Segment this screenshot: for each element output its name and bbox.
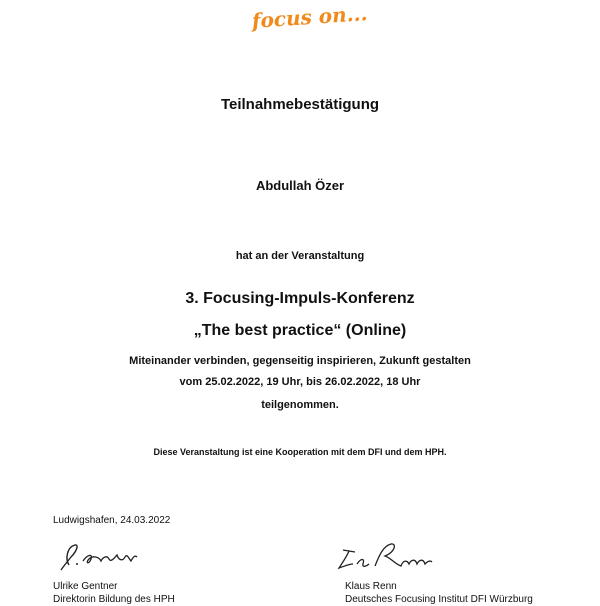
event-motto: Miteinander verbinden, gegenseitig inspirieren, Zukunft gestalten (129, 355, 471, 367)
signer-left-name: Ulrike Gentner (53, 581, 118, 592)
svg-text:focus on...: focus on... (251, 1, 369, 34)
signer-right-role: Deutsches Focusing Institut DFI Würzburg (345, 594, 533, 605)
cooperation-note: Diese Veranstaltung ist eine Kooperation mit dem DFI und dem HPH. (153, 447, 447, 457)
event-subtitle: „The best practice“ (Online) (193, 322, 407, 339)
signer-right (345, 580, 533, 606)
place-date: Ludwigshafen, 24.03.2022 (53, 515, 171, 526)
participated-text: teilgenommen. (261, 399, 339, 411)
signature-right (335, 538, 435, 572)
intro-text: hat an der Veranstaltung (235, 250, 365, 262)
signer-left-role: Direktorin Bildung des HPH (53, 594, 175, 605)
signature-left (55, 537, 145, 573)
event-dates: vom 25.02.2022, 19 Uhr, bis 26.02.2022, 18 Uhr (179, 376, 421, 388)
participant-name: Abdullah Özer (255, 178, 345, 193)
focus-on-logo (250, 0, 380, 40)
event-title: 3. Focusing-Impuls-Konferenz (185, 290, 415, 307)
signer-right-name: Klaus Renn (345, 581, 397, 592)
signer-left (53, 580, 175, 606)
certificate-title: Teilnahmebestätigung (220, 96, 380, 113)
